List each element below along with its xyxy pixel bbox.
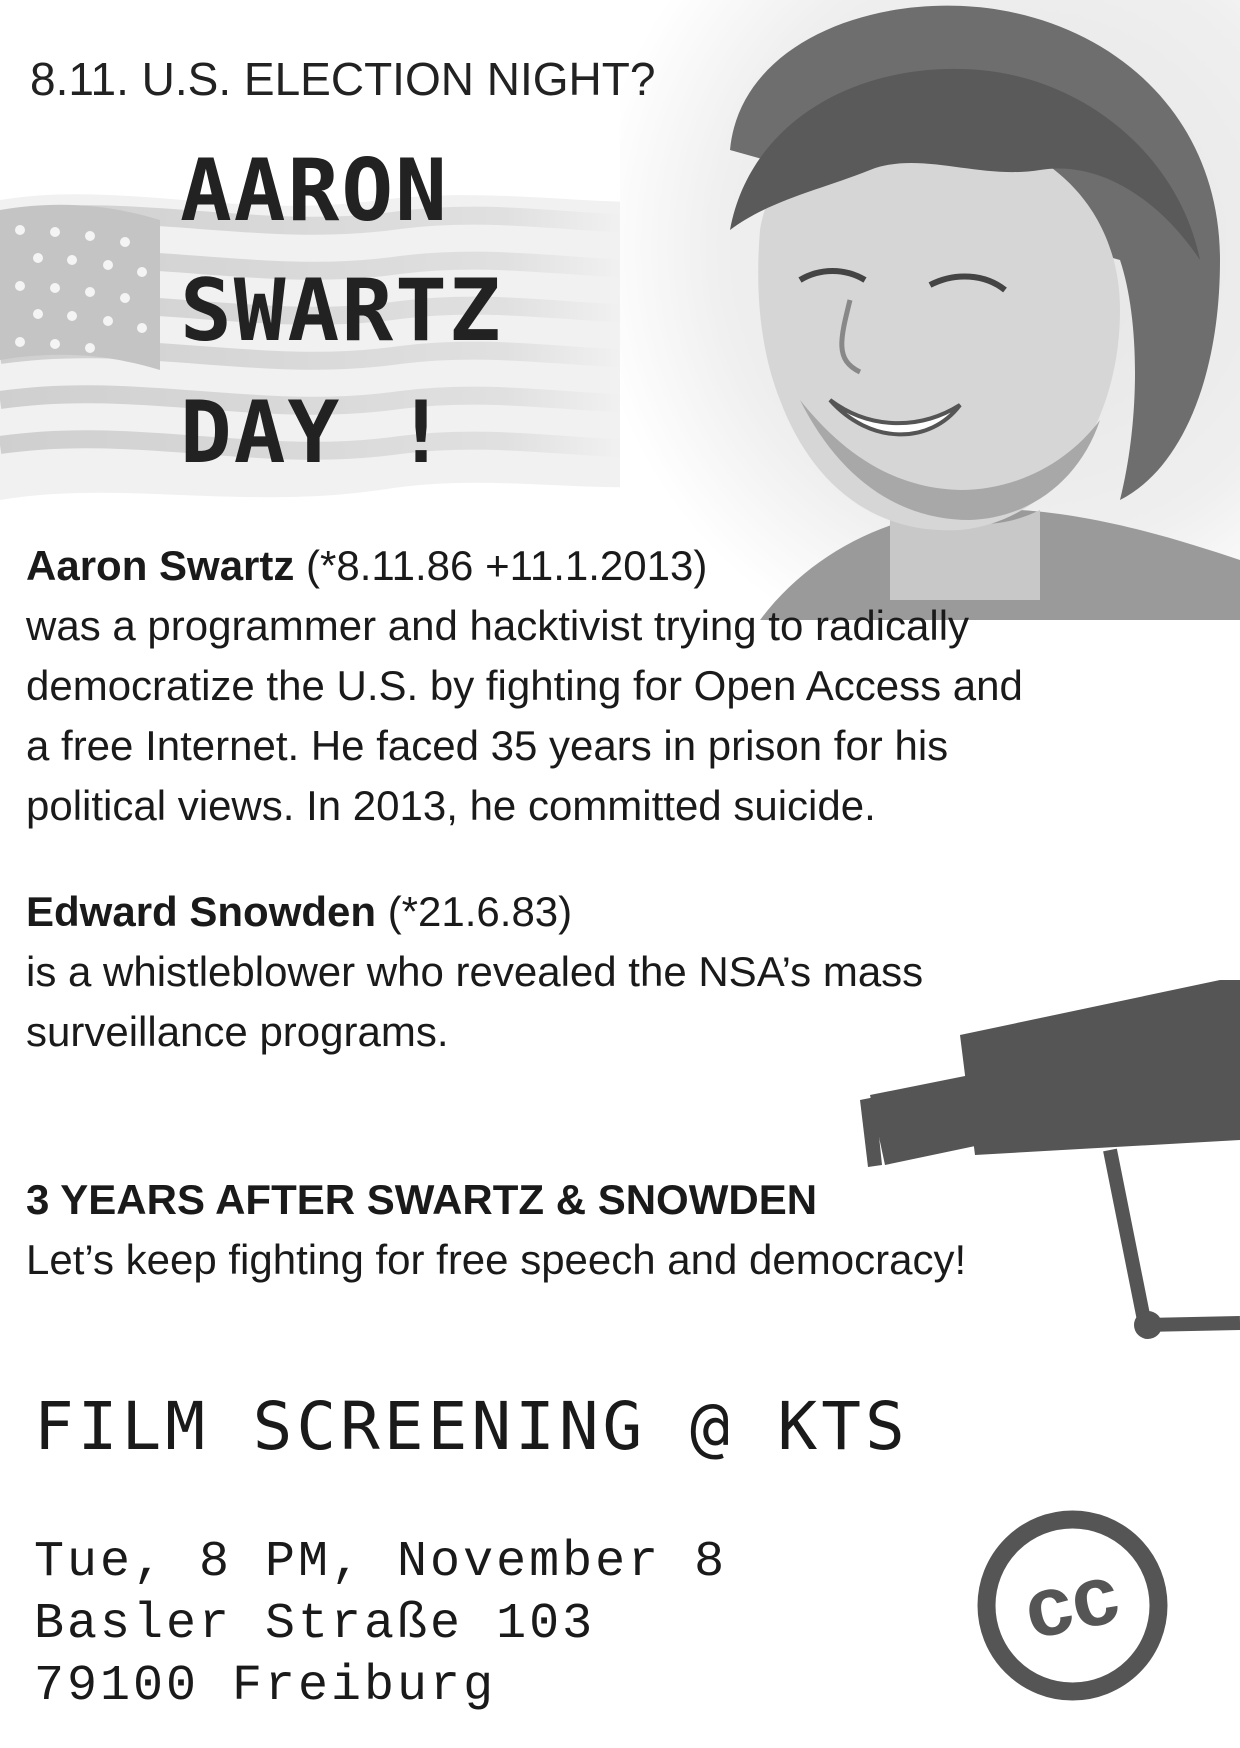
swartz-heading xyxy=(26,536,1186,596)
snowden-name: Edward Snowden xyxy=(26,888,377,935)
event-city: 79100 Freiburg xyxy=(34,1658,497,1715)
swartz-bio-line: democratize the U.S. by fighting for Open Access and xyxy=(26,662,1023,709)
swartz-dates: (*8.11.86 +11.1.2013) xyxy=(294,542,708,589)
call-text: Let’s keep fighting for free speech and democracy! xyxy=(26,1236,967,1283)
swartz-name: Aaron Swartz xyxy=(26,542,295,589)
film-screening-title: FILM SCREENING @ KTS xyxy=(34,1388,909,1465)
portrait-photo xyxy=(620,0,1240,620)
cc-logo-text: cc xyxy=(1015,1545,1127,1657)
title-line-3: DAY ! xyxy=(180,383,449,483)
swartz-bio-line: political views. In 2013, he committed suicide. xyxy=(26,782,876,829)
snowden-bio-line: surveillance programs. xyxy=(26,1008,449,1055)
event-street: Basler Straße 103 xyxy=(34,1596,596,1653)
title-line-1: AARON xyxy=(180,141,449,241)
swartz-paragraph xyxy=(26,536,1186,836)
event-headline: 8.11. U.S. ELECTION NIGHT? xyxy=(30,53,656,105)
creative-commons-logo xyxy=(975,1508,1170,1703)
surveillance-camera-icon xyxy=(860,975,1240,1355)
swartz-bio-line: a free Internet. He faced 35 years in prison for his xyxy=(26,722,949,769)
snowden-heading xyxy=(26,882,1186,942)
event-time: Tue, 8 PM, November 8 xyxy=(34,1534,728,1591)
snowden-dates: (*21.6.83) xyxy=(376,888,573,935)
call-heading-text: 3 YEARS AFTER SWARTZ & SNOWDEN xyxy=(26,1176,818,1223)
swartz-bio-line: was a programmer and hacktivist trying to radically xyxy=(26,602,970,649)
title-line-2: SWARTZ xyxy=(180,261,503,361)
snowden-bio-line: is a whistleblower who revealed the NSA’s mass xyxy=(26,948,924,995)
